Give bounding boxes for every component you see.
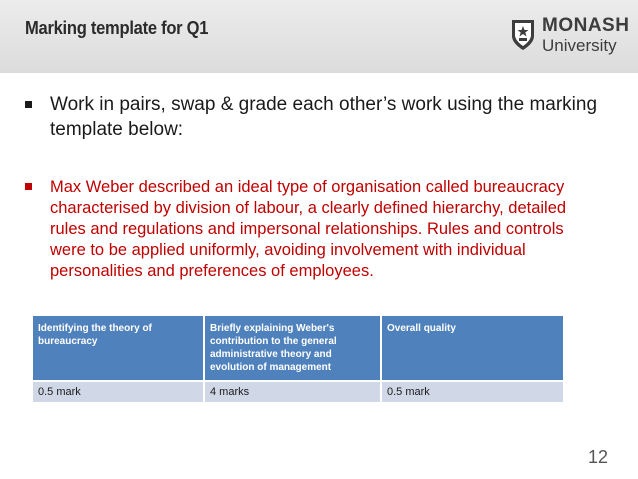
- logo-wordmark: [542, 16, 629, 54]
- page-number: 12: [587, 447, 608, 467]
- bullet-square-icon: [25, 101, 32, 108]
- table-header-cell: Overall quality: [381, 316, 563, 381]
- monash-crest-icon: [510, 18, 536, 52]
- table-header-row: [33, 316, 563, 381]
- table-header-cell: Briefly explaining Weber's contribution to the general administrative theory and evolution of management: [204, 316, 381, 381]
- bullet-square-icon: [25, 183, 32, 190]
- marking-table: [33, 316, 563, 402]
- table-cell: 0.5 mark: [33, 381, 204, 402]
- table-header-cell: Identifying the theory of bureaucracy: [33, 316, 204, 381]
- table-cell: 0.5 mark: [381, 381, 563, 402]
- table-cell: 4 marks: [204, 381, 381, 402]
- logo-line-university: University: [542, 36, 617, 55]
- monash-logo: [510, 15, 630, 56]
- slide-header: [0, 0, 638, 73]
- bullet-text: Work in pairs, swap & grade each other’s work using the marking template below:: [50, 94, 598, 140]
- table-row: [33, 381, 563, 402]
- bullet-text: Max Weber described an ideal type of organisation called bureaucracy characterised by division of labour, a clearly defined hierarchy, detailed rules and regulations and impersonal relationships. Rules and controls were to be applied uniformly, avoiding involvement with individual personalities and preferences of employees.: [50, 178, 567, 280]
- slide-title: Marking template for Q1: [25, 18, 209, 38]
- logo-line-monash: MONASH: [542, 15, 630, 36]
